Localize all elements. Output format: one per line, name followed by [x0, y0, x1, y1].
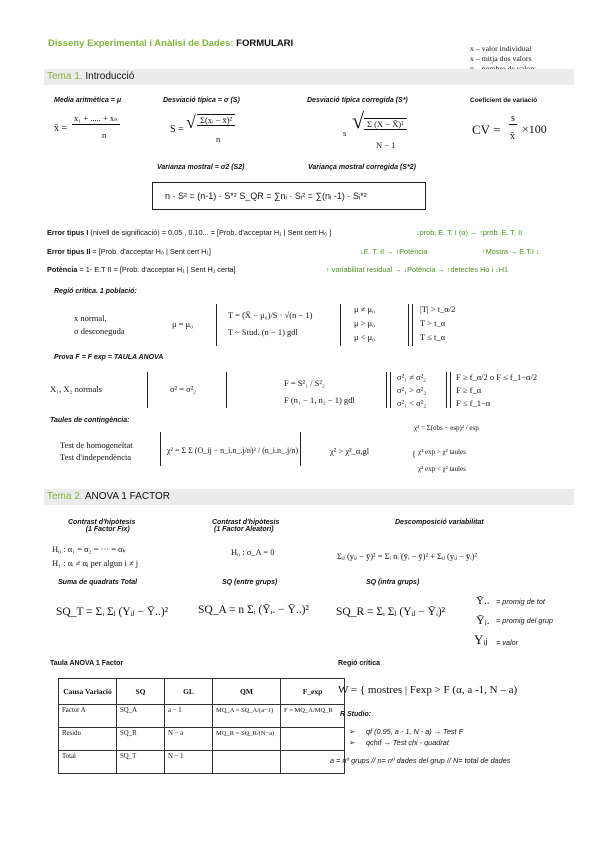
- prova-h1b: σ²₁ > σ²₂: [397, 385, 427, 395]
- regio-c2: T > t_α: [420, 318, 446, 328]
- regio-t2: T ~ Stud. (n − 1) gdl: [228, 327, 298, 337]
- formula-desv-den: n: [216, 134, 221, 144]
- label-taules-contingencia: Taules de contingència:: [50, 417, 130, 424]
- prova-p1: X₁, X₂ normals: [50, 384, 102, 394]
- table-cell: a − 1: [165, 705, 213, 728]
- prova-h1c: σ²₁ < σ²₂: [397, 398, 427, 408]
- label-prova-f: Prova F = F exp = TAULA ANOVA: [54, 354, 164, 361]
- table-header: SQ: [117, 679, 165, 705]
- prova-c2: F ≥ f_α: [456, 385, 482, 395]
- table-cell: SQ_A: [117, 705, 165, 728]
- taules-side2: χ² exp > χ² taules: [418, 448, 466, 456]
- label-varianca-corregida: Variança mostral corregida (S*2): [308, 164, 416, 171]
- sqrt-icon: √: [186, 112, 196, 132]
- section-band-tema1: Tema 1. Introducció: [44, 69, 574, 85]
- arrow-icon: ➢: [349, 738, 356, 747]
- label-mitjana: Media aritmètica = μ: [54, 97, 122, 104]
- regio-h1b: μ > μ₀: [354, 318, 376, 328]
- table-header: GL: [165, 679, 213, 705]
- taules-formula: χ² = Σ Σ (O_ij − n_i.n_.j/n)² / (n_i.n_.j/n): [167, 446, 299, 455]
- table-cell: Factor A: [59, 705, 117, 728]
- formula-mitjana-num: x₁ + ..... + xₙ: [74, 113, 118, 123]
- label-coeficient: Coeficient de variació: [470, 97, 538, 104]
- prova-p4: F (n₁ − 1, n₂ − 1) gdl: [284, 395, 355, 405]
- label-contrast-fix: Contrast d'hipòtesis (1 Factor Fix): [68, 519, 136, 533]
- rstudio-line1: qf (0.95, a - 1, N - a) → Test F: [366, 727, 464, 736]
- table-cell: N − a: [165, 728, 213, 751]
- table-row: [59, 728, 345, 751]
- descomposicio-formula: Σᵢⱼ (yᵢⱼ − ȳ)² = Σᵢ nᵢ (ȳᵢ − ȳ)² + Σᵢⱼ (yᵢⱼ − ȳᵢ)²: [337, 551, 478, 561]
- table-cell: SQ_T: [117, 751, 165, 774]
- table-row: [59, 705, 345, 728]
- formula-cv-lhs: CV =: [472, 122, 501, 137]
- legend-line: x – valor individual: [470, 44, 532, 53]
- formula-sqa: SQ_A = n Σᵢ (Ȳᵢ. − Ȳ..)²: [198, 604, 309, 616]
- taules-side1: χ² = Σ(obs − esp)² / esp: [414, 424, 479, 432]
- page-title: Disseny Experimental i Anàlisi de Dades: FORMULARI: [48, 38, 294, 49]
- formula-desv-num: Σ(xᵢ − x̄)²: [197, 114, 235, 126]
- table-cell: [281, 728, 345, 751]
- table-cell: SQ_R: [117, 728, 165, 751]
- regio-c3: T ≤ t_α: [420, 332, 446, 342]
- anova-table: [58, 678, 345, 774]
- key2-text: = promig del grup: [496, 616, 553, 625]
- key1-symbol: Ȳ..: [476, 595, 490, 607]
- formula-sqr: SQ_R = Σᵢ Σⱼ (Yᵢⱼ − Ȳᵢ)²: [336, 606, 446, 618]
- error-tipus1-note: ↓prob. E. T. I (α) → ↑prob. E. T. II: [416, 228, 523, 237]
- table-cell: [213, 751, 281, 774]
- error-tipus2-note1: ↓E. T. II → ↑Potència: [360, 247, 428, 256]
- sqrt-icon: √: [352, 108, 365, 133]
- formula-sqt: SQ_T = Σᵢ Σⱼ (Yᵢⱼ − Ȳ..)²: [56, 606, 169, 618]
- table-cell: Total: [59, 751, 117, 774]
- label-contrast-aleatori: Contrast d'hipòtesis (1 Factor Aleatori): [212, 519, 280, 533]
- formula-desvcorr-lhs: s: [343, 128, 347, 138]
- prova-c3: F ≤ f_1−α: [456, 398, 491, 408]
- prova-p3: F = S²₁ / S²₂: [284, 378, 325, 388]
- formula-cv-den: x̄: [510, 131, 515, 142]
- brace-icon: {: [412, 450, 416, 459]
- taules-crit: χ² > χ²_α,gl: [330, 446, 370, 456]
- label-rstudio: R Studio:: [340, 711, 372, 718]
- table-cell: N − 1: [165, 751, 213, 774]
- regio-cond2: σ desconeguda: [74, 326, 125, 336]
- variance-box: n · S² = (n-1) · S*² S_QR = ∑nᵢ · Sᵢ² = ∑(nᵢ -1) · Sᵢ*²: [152, 182, 426, 210]
- regio-h1c: μ < μ₀: [354, 332, 376, 342]
- label-regio-critica: Regió crítica. 1 població:: [54, 288, 137, 295]
- regio-cond1: x normal,: [74, 313, 107, 323]
- key1-text: = promig de tot: [496, 597, 545, 606]
- prova-h1a: σ²₁ ≠ σ²₂: [397, 372, 427, 382]
- prova-p2: σ² = σ²₂: [170, 384, 197, 394]
- key2-symbol: Ȳᵢ.: [476, 613, 490, 627]
- error-tipus2-note2: ↑Mostra → E.T.I ↓: [482, 247, 540, 256]
- key3-symbol: Yᵢⱼ: [474, 632, 488, 647]
- table-cell: F = MQ_A/MQ_R: [281, 705, 345, 728]
- error-tipus2: Error tipus II = [Prob. d'acceptar H₀ | Sent cert H₁]: [47, 247, 211, 256]
- footnote: a = nº grups // n= nº dades del grup // N= total de dades: [330, 756, 511, 765]
- taules-side3: χ² exp < χ² taules: [418, 465, 466, 473]
- table-cell: MQ_R = SQ_R/(N−a): [213, 728, 281, 751]
- formula-cv-rhs: ×100: [522, 122, 547, 136]
- taules-t2: Test d'independència: [60, 452, 132, 462]
- label-taula-anova: Taula ANOVA 1 Factor: [50, 660, 124, 667]
- label-sq-intra: SQ (intra grups): [366, 579, 420, 586]
- label-descomposicio: Descomposició variabilitat: [395, 519, 484, 526]
- formula-mitjana-lhs: x̄ =: [54, 123, 68, 134]
- fix-h0: H₀ : α₁ = α₂ = ··· = αₖ: [52, 544, 127, 554]
- label-desviacio-corregida: Desviació típica corregida (S*): [307, 97, 408, 104]
- formula-desv-lhs: S =: [170, 124, 184, 135]
- table-cell: MQ_A = SQ_A/(a−1): [213, 705, 281, 728]
- fix-h1: H₁ : αᵢ ≠ αⱼ per algun i ≠ j: [52, 558, 139, 568]
- label-desviacio: Desviació típica = σ (S): [163, 97, 240, 104]
- table-row: [59, 751, 345, 774]
- regio-h1a: μ ≠ μ₀: [354, 304, 375, 314]
- section-band-tema2: Tema 2. ANOVA 1 FACTOR: [44, 489, 574, 505]
- formula-cv-num: s: [511, 113, 515, 124]
- taules-t1: Test de homogeneïtat: [60, 440, 133, 450]
- table-header-row: [59, 679, 345, 705]
- label-sq-entre: SQ (entre grups): [222, 579, 278, 586]
- regio-c1: |T| > t_α/2: [420, 304, 456, 314]
- label-varianza: Varianza mostral = σ2 (S2): [157, 164, 245, 171]
- label-regio-critica-anova: Regió crítica: [338, 660, 381, 667]
- formula-desvcorr-num: Σ (X − X̄)²: [364, 118, 407, 130]
- legend-line: x – mitja dos valors: [470, 54, 532, 63]
- prova-c1: F ≥ f_α/2 o F ≤ f_1−α/2: [456, 372, 538, 382]
- regio-critica-formula: W = { mostres | Fexp > F (α, a -1, N – a): [338, 684, 518, 696]
- table-header: Causa Variació: [59, 679, 117, 705]
- formula-mitjana-den: n: [102, 130, 107, 140]
- label-sq-total: Suma de quadrats Total: [58, 579, 138, 586]
- error-tipus1: Error tipus I (nivell de significació) = 0.05 , 0.10... = [Prob. d'acceptar H₁ | Sent cert H₀ ]: [47, 228, 332, 237]
- regio-h0: μ = μ₀: [172, 319, 194, 329]
- potencia: Potència = 1- E.T II = [Prob. d'acceptar H₁ | Sent H₁ certa]: [47, 265, 236, 274]
- potencia-note: ↑ variabilitat residual → ↓Potència → ↑detectes Ho i ↓H1: [326, 265, 509, 274]
- aleatori-h0: H₀ : σ_A = 0: [231, 547, 275, 557]
- rstudio-line2: qchif → Test chi - quadrat: [366, 738, 449, 747]
- table-header: QM: [213, 679, 281, 705]
- table-cell: Residu: [59, 728, 117, 751]
- key3-text: = valor: [496, 638, 519, 647]
- arrow-icon: ➢: [349, 727, 356, 736]
- regio-t1: T = (X̄ − μ₀)/S · √(n − 1): [228, 310, 313, 320]
- table-header: F_exp: [281, 679, 345, 705]
- formula-desvcorr-den: N − 1: [376, 140, 396, 150]
